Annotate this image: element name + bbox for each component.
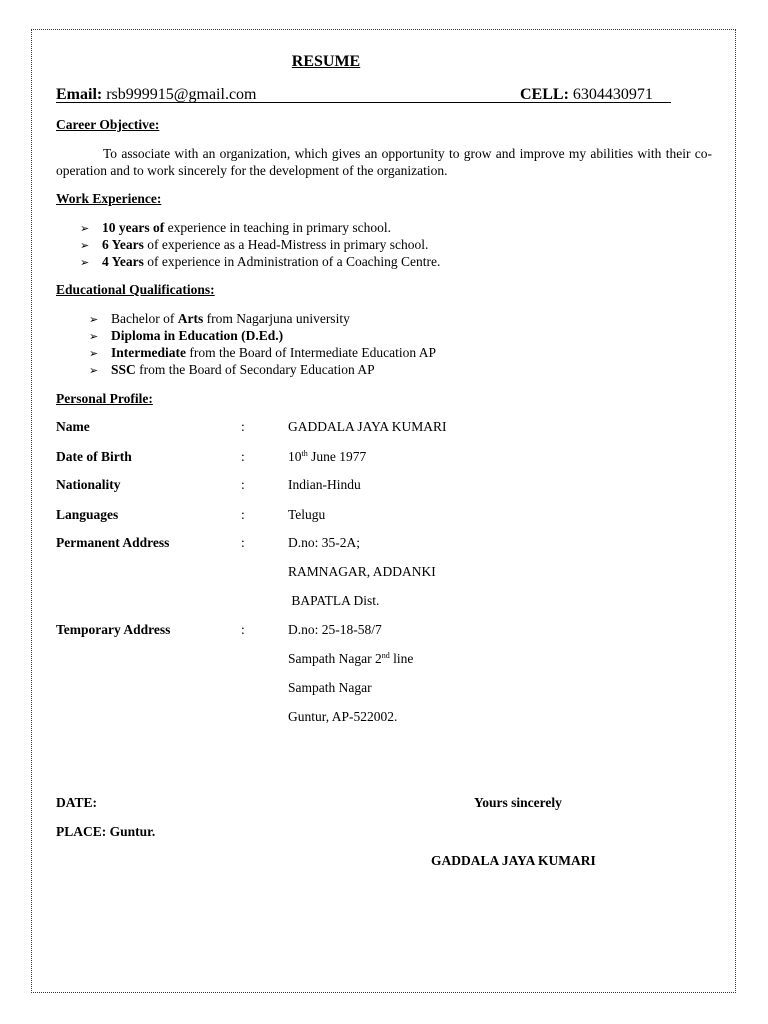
- place-label: PLACE: Guntur.: [56, 824, 156, 839]
- temporary-address-line: D.no: 25-18-58/7: [288, 622, 382, 637]
- closing-text: Yours sincerely: [474, 795, 562, 810]
- work-item-bold: 10 years of: [102, 220, 165, 235]
- career-objective-body: To associate with an organization, which gives an opportunity to grow and improve my abilities with their co-operation and to work sincerely for the development of the organization.: [56, 146, 712, 178]
- work-item-text: experience in teaching in primary school.: [164, 220, 392, 235]
- arrow-bullet-icon: ➢: [89, 313, 99, 326]
- work-item: [80, 237, 428, 253]
- colon: :: [241, 419, 245, 434]
- colon: :: [241, 535, 245, 550]
- arrow-bullet-icon: ➢: [89, 364, 99, 377]
- dob-value: [288, 449, 366, 465]
- dob-day: 10: [288, 449, 302, 464]
- permanent-address-label: Permanent Address: [56, 535, 170, 550]
- resume-title: RESUME: [291, 53, 361, 70]
- arrow-bullet-icon: ➢: [80, 222, 90, 235]
- education-heading: Educational Qualifications:: [56, 282, 215, 297]
- name-value: GADDALA JAYA KUMARI: [288, 419, 447, 434]
- temporary-address-label: Temporary Address: [56, 622, 171, 637]
- arrow-bullet-icon: ➢: [89, 347, 99, 360]
- arrow-bullet-icon: ➢: [80, 256, 90, 269]
- cell-label: CELL:: [520, 86, 569, 103]
- cell-value: 6304430971: [572, 86, 653, 103]
- colon: :: [241, 507, 245, 522]
- signature-name: GADDALA JAYA KUMARI: [431, 853, 596, 868]
- career-objective-heading: Career Objective:: [56, 117, 160, 132]
- education-item: [89, 362, 375, 378]
- career-objective-text: [56, 145, 712, 179]
- languages-value: Telugu: [288, 507, 326, 522]
- dob-rest: June 1977: [307, 449, 367, 464]
- work-experience-heading: Work Experience:: [56, 191, 162, 206]
- education-item-text: from the Board of Intermediate Education AP: [185, 345, 437, 360]
- contact-underline: [56, 102, 671, 103]
- dob-label: Date of Birth: [56, 449, 132, 464]
- colon: :: [241, 622, 245, 637]
- colon: :: [241, 449, 245, 464]
- arrow-bullet-icon: ➢: [80, 239, 90, 252]
- education-item-text: from the Board of Secondary Education AP: [135, 362, 375, 377]
- ordinal-suffix: nd: [381, 651, 390, 660]
- permanent-address-line: D.no: 35-2A;: [288, 535, 360, 550]
- name-label: Name: [56, 419, 90, 434]
- work-item: [80, 254, 440, 270]
- arrow-bullet-icon: ➢: [89, 330, 99, 343]
- education-item: [89, 311, 350, 327]
- dob-suffix: th: [301, 449, 308, 458]
- temporary-address-line: Sampath Nagar: [288, 680, 372, 695]
- work-item-bold: 6 Years: [102, 237, 144, 252]
- work-item-bold: 4 Years: [102, 254, 144, 269]
- education-item-bold: SSC: [111, 362, 136, 377]
- temporary-address-line: [288, 651, 413, 667]
- personal-profile-heading: Personal Profile:: [56, 391, 153, 406]
- education-item-bold: Diploma in Education (D.Ed.): [111, 328, 284, 343]
- nationality-label: Nationality: [56, 477, 121, 492]
- education-item: [89, 328, 283, 344]
- temporary-address-text: line: [389, 651, 414, 666]
- email-value: rsb999915@gmail.com: [106, 86, 257, 103]
- permanent-address-line: BAPATLA Dist.: [288, 593, 380, 608]
- work-item: [80, 220, 391, 236]
- education-item-text: Bachelor of: [111, 311, 178, 326]
- nationality-value: Indian-Hindu: [288, 477, 361, 492]
- date-label: DATE:: [56, 795, 98, 810]
- temporary-address-text: Sampath Nagar 2: [288, 651, 382, 666]
- education-item-bold: Intermediate: [111, 345, 186, 360]
- temporary-address-line: Guntur, AP-522002.: [288, 709, 398, 724]
- education-item-text: from Nagarjuna university: [203, 311, 350, 326]
- languages-label: Languages: [56, 507, 119, 522]
- education-item-bold: Arts: [177, 311, 204, 326]
- work-item-text: of experience in Administration of a Coaching Centre.: [143, 254, 441, 269]
- email-label: Email:: [56, 86, 103, 103]
- colon: :: [241, 477, 245, 492]
- permanent-address-line: RAMNAGAR, ADDANKI: [288, 564, 436, 579]
- education-item: [89, 345, 436, 361]
- work-item-text: of experience as a Head-Mistress in primary school.: [143, 237, 429, 252]
